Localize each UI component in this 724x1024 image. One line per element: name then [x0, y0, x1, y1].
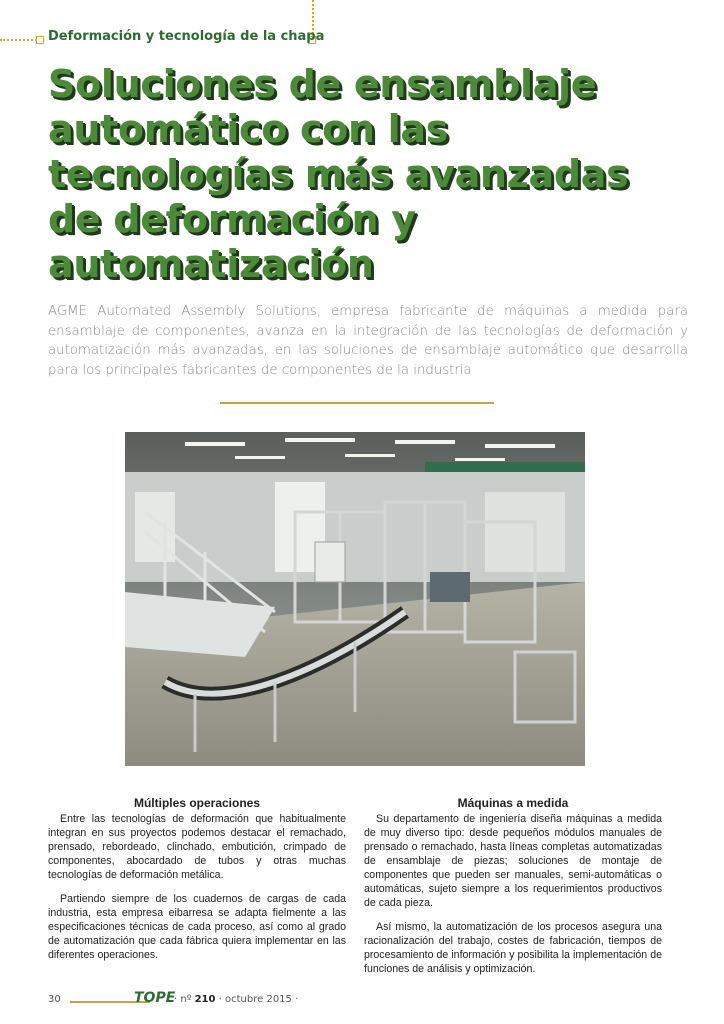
article-title-line: tecnologías más avanzadas: [48, 152, 629, 196]
factory-assembly-line-photo: [125, 432, 585, 766]
page-number: 30: [48, 994, 61, 1005]
section-heading: Múltiples operaciones: [133, 796, 261, 810]
body-paragraph: Así mismo, la automatización de los procesos asegura una racionalización del trabajo, costes de fabricación, tiempos de procesamiento de información y posibilita la implementación de funciones de análisis y optimización.: [364, 921, 662, 975]
issue-date: · octubre 2015 ·: [215, 994, 299, 1005]
article-title-line: automático con las: [48, 107, 449, 151]
section-label: Deformación y tecnología de la chapa: [48, 29, 325, 44]
column-maquinas-a-medida: [364, 796, 662, 986]
issue-number: 210: [194, 994, 216, 1005]
body-paragraph: Su departamento de ingeniería diseña máquinas a medida de muy diverso tipo: desde pequeños módulos manuales de prensado o remachado, hasta líneas completas automatizadas de ensamblaje de piezas; soluciones de montaje de componentes que pueden ser manuales, semi-automáticas o automáticas, sujeto siempre a los requerimientos productivos de cada pieza.: [364, 813, 662, 909]
header-dotted-rule: [0, 39, 40, 41]
magazine-logo: TOPE: [134, 990, 176, 1006]
body-paragraph: Entre las tecnologías de deformación que habitualmente integran en sus proyectos podemos destacar el remachado, prensado, rebordeado, clinchado, embutición, crimpado de componentes, abocardado de tubos y otras muchas tecnologías de deformación metálica.: [48, 813, 346, 881]
body-paragraph: Partiendo siempre de los cuadernos de cargas de cada industria, esta empresa eibarresa se adapta fielmente a las especificaciones técnicas de cada proceso, así como al grado de automatización que cada fábrica quiera implementar en las diferentes operaciones.: [48, 893, 346, 961]
column-multiples-operaciones: [48, 796, 346, 972]
article-lead: AGME Automated Assembly Solutions, empresa fabricante de máquinas a medida para ensamblaje de componentes, avanza en la integración de las tecnologías de deformación y automatización más avanzadas, en las soluciones de ensamblaje automático que desarrolla para los principales fabricantes de componentes de la industria: [48, 304, 688, 378]
corner-square-icon: [36, 36, 44, 44]
article-title: [48, 62, 714, 287]
article-title-line: automatización: [48, 242, 374, 286]
article-title-line: Soluciones de ensamblaje: [48, 62, 597, 106]
lead-divider: [220, 402, 494, 404]
article-title-line: de deformación y: [48, 197, 416, 241]
section-heading: Máquinas a medida: [457, 796, 569, 810]
issue-info: [174, 994, 298, 1005]
issue-prefix: · nº: [174, 994, 195, 1005]
